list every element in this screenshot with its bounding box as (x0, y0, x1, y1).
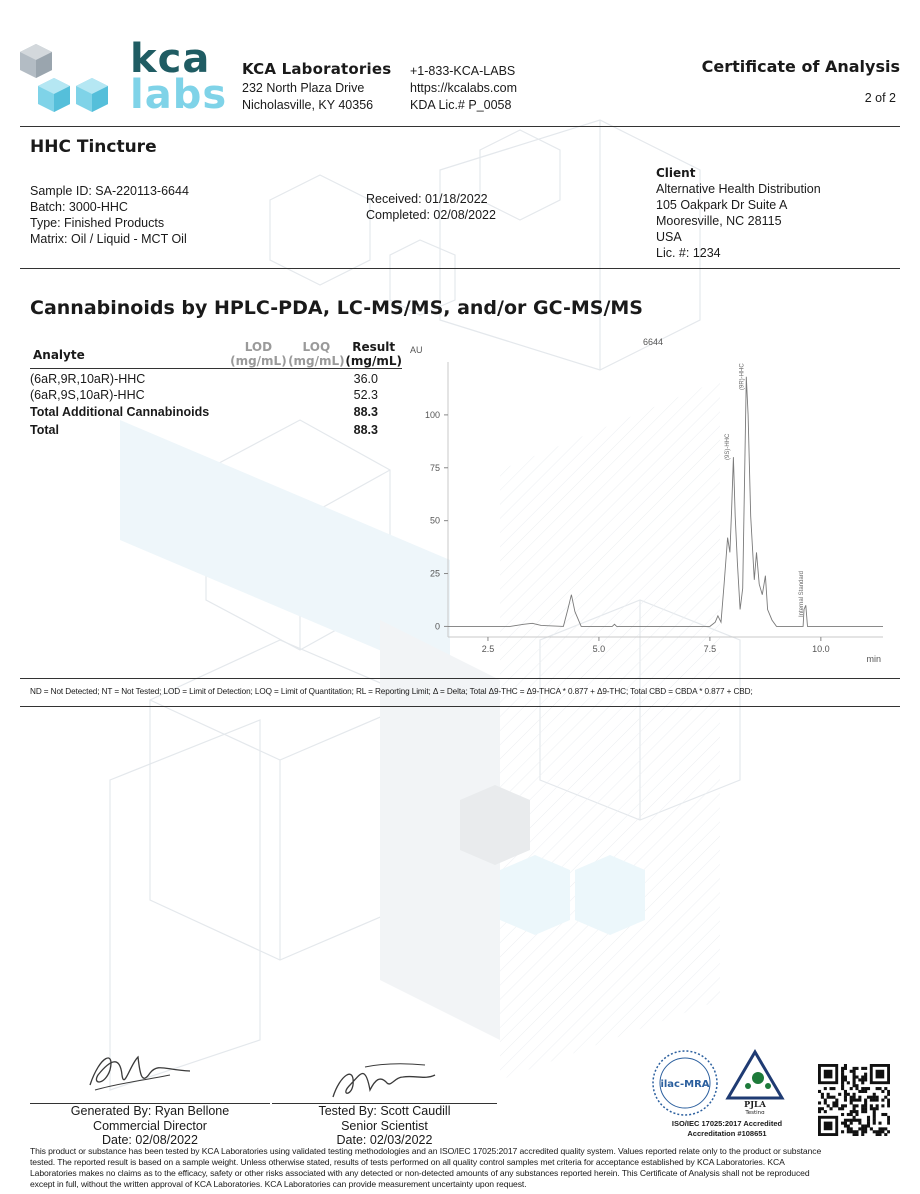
logo-text-kca: kca (130, 36, 211, 82)
header-analyte: Analyte (33, 348, 85, 362)
iso-line-1: ISO/IEC 17025:2017 Accredited (671, 1119, 783, 1128)
tested-by-title: Senior Scientist (341, 1118, 428, 1133)
lab-street: 232 North Plaza Drive (242, 81, 365, 95)
completed-date: Completed: 02/08/2022 (366, 208, 496, 222)
y-tick-label: 25 (429, 568, 440, 579)
header-lod-label: LOD (244, 340, 273, 354)
x-tick-label: 10.0 (812, 644, 830, 654)
disclaimer-line: tested. The reported result is based on a sample weight. Unless otherwise stated, results of tests performed on all quality control samples met criteria for acceptance established by KCA Laboratories. KCA (30, 1157, 785, 1167)
analyte-name: (6aR,9S,10aR)-HHC (30, 387, 145, 402)
chromatogram-series-line (448, 377, 883, 627)
peak-annotation: Internal Standard (798, 570, 805, 617)
footnote: ND = Not Detected; NT = Not Tested; LOD = Limit of Detection; LOQ = Limit of Quantitation; RL = Reporting Limit; Δ = Delta; Total Δ9-THC = Δ9-THCA * 0.877 + Δ9-THC; Total CBD = CBDA * 0.877 + CBD; (30, 687, 753, 696)
chromatogram-chart (405, 332, 895, 672)
header-result-unit: (mg/mL) (345, 354, 402, 368)
header-result-label: Result (352, 340, 396, 354)
section-title: Cannabinoids by HPLC-PDA, LC-MS/MS, and/or GC-MS/MS (30, 297, 643, 319)
footnote-rule (20, 706, 900, 707)
product-name: HHC Tincture (30, 137, 157, 157)
table-row (30, 369, 402, 387)
client-country: USA (656, 230, 682, 244)
lab-license: KDA Lic.# P_0058 (410, 98, 512, 112)
sample-dates (366, 191, 496, 223)
disclaimer-line: Laboratories makes no claims as to the efficacy, safety or other risks associated with any detected or non-detected amounts of any substances reported herein. This Certificate of Analysis shall not be reproduced (30, 1168, 810, 1178)
results-table (30, 340, 402, 439)
sample-id: Sample ID: SA-220113-6644 (30, 184, 189, 198)
disclaimer-line: This product or substance has been tested by KCA Laboratories using validated testing methodologies and an ISO/IEC 17025:2017 accredited quality system. Values reported relate only to the product or substance (30, 1146, 822, 1156)
analyte-name: (6aR,9R,10aR)-HHC (30, 372, 146, 386)
analyte-result: 88.3 (353, 422, 378, 437)
analyte-result: 36.0 (353, 372, 378, 386)
lab-city: Nicholasville, KY 40356 (242, 98, 374, 112)
results-table-container (30, 340, 402, 439)
header-loq (287, 340, 345, 369)
lab-phone: +1-833-KCA-LABS (410, 64, 516, 78)
tested-date: Date: 02/03/2022 (336, 1133, 433, 1147)
ilac-text: ilac-MRA (660, 1079, 710, 1090)
signature-block-1 (30, 1104, 270, 1148)
analyte-name: Total (30, 422, 59, 437)
batch-number: Batch: 3000-HHC (30, 200, 128, 214)
header-rule (20, 126, 900, 127)
y-tick-label: 75 (429, 462, 440, 473)
header-loq-unit: (mg/mL) (288, 354, 345, 368)
iso-accreditation (652, 1119, 802, 1138)
peak-annotation: (9R)-HHC (739, 363, 746, 390)
y-tick-label: 50 (429, 515, 440, 526)
x-tick-label: 2.5 (481, 644, 495, 654)
sample-type: Type: Finished Products (30, 216, 165, 230)
client-name: Alternative Health Distribution (656, 182, 821, 196)
qr-code-icon[interactable] (818, 1064, 890, 1136)
chart-x-label: min (866, 654, 881, 664)
peak-annotation: (9S)-HHC (725, 433, 732, 460)
client-heading: Client (656, 166, 696, 180)
disclaimer-line: except in full, without the written approval of KCA Laboratories. KCA Laboratories can provide measurement uncertainty upon request. (30, 1179, 527, 1189)
table-row (30, 421, 402, 439)
signature-ryan-bellone (80, 1045, 200, 1105)
table-row (30, 404, 402, 422)
disclaimer (30, 1146, 900, 1190)
pjla-text: PJLA (744, 1099, 766, 1109)
page-number: 2 of 2 (864, 91, 896, 105)
analyte-result: 88.3 (353, 405, 378, 420)
received-date: Received: 01/18/2022 (366, 192, 488, 206)
x-tick-label: 5.0 (592, 644, 606, 654)
tested-by: Tested By: Scott Caudill (318, 1104, 451, 1118)
info-rule (20, 268, 900, 269)
sample-matrix: Matrix: Oil / Liquid - MCT Oil (30, 232, 187, 246)
table-row (30, 386, 402, 404)
lab-contact (410, 63, 517, 114)
signature-scott-caudill (325, 1055, 445, 1105)
chart-rule (20, 678, 900, 679)
logo-cubes-icon (18, 40, 128, 122)
header-lod (229, 340, 287, 369)
generated-by: Generated By: Ryan Bellone (70, 1104, 230, 1118)
ilac-mra-logo-icon (650, 1048, 720, 1118)
logo-text-labs: labs (130, 72, 228, 118)
header-result (345, 340, 402, 369)
lab-address (242, 60, 391, 114)
chart-y-label: AU (410, 345, 423, 355)
pjla-testing-text: Testing (745, 1110, 765, 1114)
lab-name: KCA Laboratories (242, 60, 392, 78)
x-tick-label: 7.5 (703, 644, 717, 654)
signature-block-2 (272, 1104, 497, 1148)
client-street: 105 Oakpark Dr Suite A (656, 198, 788, 212)
client-info (656, 165, 821, 261)
header-lod-unit: (mg/mL) (230, 354, 287, 368)
generated-date: Date: 02/08/2022 (102, 1133, 198, 1147)
kca-logo (18, 36, 228, 122)
generated-by-title: Commercial Director (93, 1118, 207, 1133)
analyte-name: Total Additional Cannabinoids (30, 405, 210, 420)
y-tick-label: 100 (424, 409, 440, 420)
document-title: Certificate of Analysis (701, 57, 900, 76)
client-license: Lic. #: 1234 (656, 246, 721, 260)
document-header (702, 57, 900, 107)
y-tick-label: 0 (434, 621, 440, 632)
iso-line-2: Accreditation #108651 (687, 1128, 767, 1138)
header-loq-label: LOQ (302, 340, 331, 354)
lab-website[interactable]: https://kcalabs.com (410, 81, 517, 95)
analyte-result: 52.3 (353, 387, 378, 402)
client-city: Mooresville, NC 28115 (656, 214, 782, 228)
chart-title: 6644 (643, 337, 664, 347)
pjla-logo-icon (724, 1048, 786, 1114)
sample-details (30, 183, 189, 247)
